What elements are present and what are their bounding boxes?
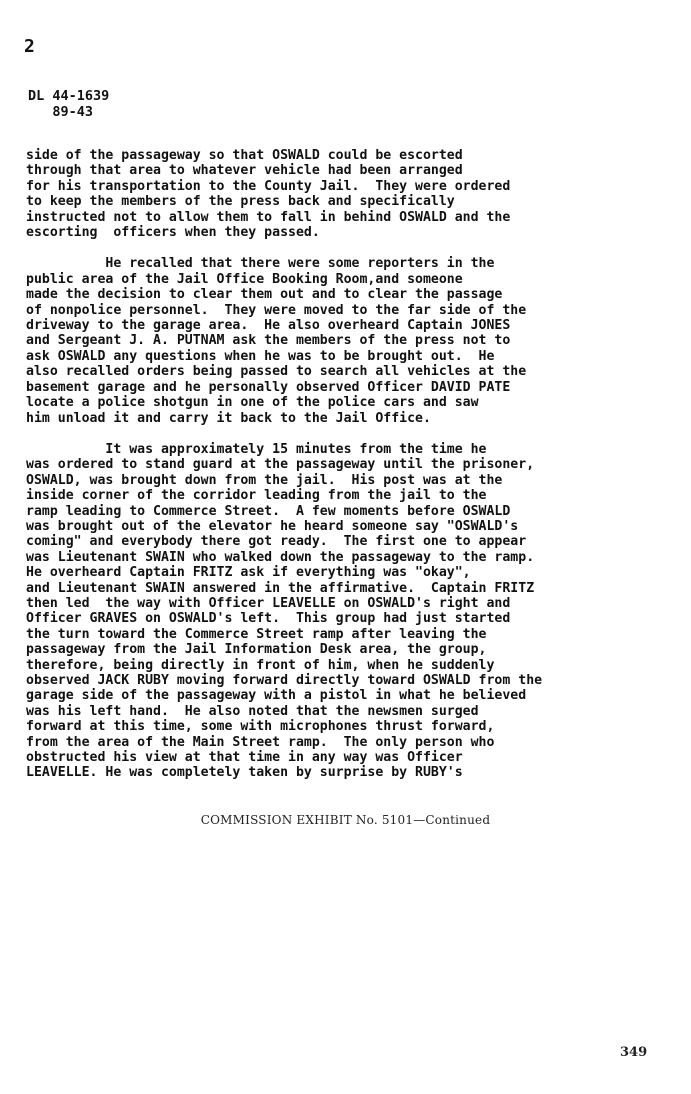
text-line: ask OSWALD any questions when he was to be brought out. He [26,348,495,364]
text-line: for his transportation to the County Jail. They were ordered [26,178,511,194]
text-line: OSWALD, was brought down from the jail. His post was at the [26,472,503,488]
text-line: and Lieutenant SWAIN answered in the affirmative. Captain FRITZ [26,580,535,596]
text-line: through that area to whatever vehicle had been arranged [26,163,463,179]
text-line: was ordered to stand guard at the passageway until the prisoner, [26,457,535,473]
file-reference-line: 89-43 [28,104,94,120]
text-line: was Lieutenant SWAIN who walked down the passageway to the ramp. [26,549,535,565]
text-line: was his left hand. He also noted that the newsmen surged [26,703,479,719]
text-line: forward at this time, some with microphones thrust forward, [26,719,495,735]
text-line: to keep the members of the press back and specifically [26,194,455,210]
text-line: inside corner of the corridor leading from the jail to the [26,488,487,504]
text-line: side of the passageway so that OSWALD could be escorted [26,148,463,163]
text-line: from the area of the Main Street ramp. The only person who [26,734,495,750]
text-line: He overheard Captain FRITZ ask if everything was "okay", [26,565,471,581]
paragraph [26,442,646,781]
text-line: made the decision to clear them out and to clear the passage [26,287,503,303]
text-line: and Sergeant J. A. PUTNAM ask the members of the press not to [26,333,511,349]
text-line: garage side of the passageway with a pistol in what he believed [26,688,527,704]
page-mark: 2 [24,36,35,57]
text-line: coming" and everybody there got ready. The first one to appear [26,534,527,550]
text-line: basement garage and he personally observed Officer DAVID PATE [26,379,511,395]
text-line: It was approximately 15 minutes from the time he [26,441,487,457]
exhibit-caption: COMMISSION EXHIBIT No. 5101—Continued [200,813,491,827]
text-line: then led the way with Officer LEAVELLE on OSWALD's right and [26,595,511,611]
text-line: locate a police shotgun in one of the police cars and saw [26,395,479,411]
text-line: driveway to the garage area. He also overheard Captain JONES [26,318,511,334]
paragraph [26,256,646,425]
text-line: instructed not to allow them to fall in behind OSWALD and the [26,209,511,225]
text-line: passageway from the Jail Information Desk area, the group, [26,642,487,658]
text-line: obstructed his view at that time in any way was Officer [26,750,463,766]
text-line: observed JACK RUBY moving forward directly toward OSWALD from the [26,673,543,688]
text-line: the turn toward the Commerce Street ramp after leaving the [26,626,487,642]
text-line: was brought out of the elevator he heard someone say "OSWALD's [26,518,519,534]
text-line: Officer GRAVES on OSWALD's left. This group had just started [26,611,511,627]
text-line: escorting officers when they passed. [26,225,320,241]
text-line: him unload it and carry it back to the Jail Office. [26,410,431,426]
text-line: He recalled that there were some reporters in the [26,256,495,272]
page-number: 349 [620,1045,648,1060]
text-line: LEAVELLE. He was completely taken by surprise by RUBY's [26,765,463,781]
document-body [26,148,646,797]
text-line: therefore, being directly in front of him, when he suddenly [26,657,495,673]
text-line: ramp leading to Commerce Street. A few moments before OSWALD [26,503,511,519]
text-line: of nonpolice personnel. They were moved to the far side of the [26,302,527,318]
text-line: also recalled orders being passed to search all vehicles at the [26,364,527,380]
text-line: public area of the Jail Office Booking Room,and someone [26,271,463,287]
file-reference [28,88,109,120]
paragraph [26,148,646,240]
file-reference-line: DL 44-1639 [28,88,110,104]
